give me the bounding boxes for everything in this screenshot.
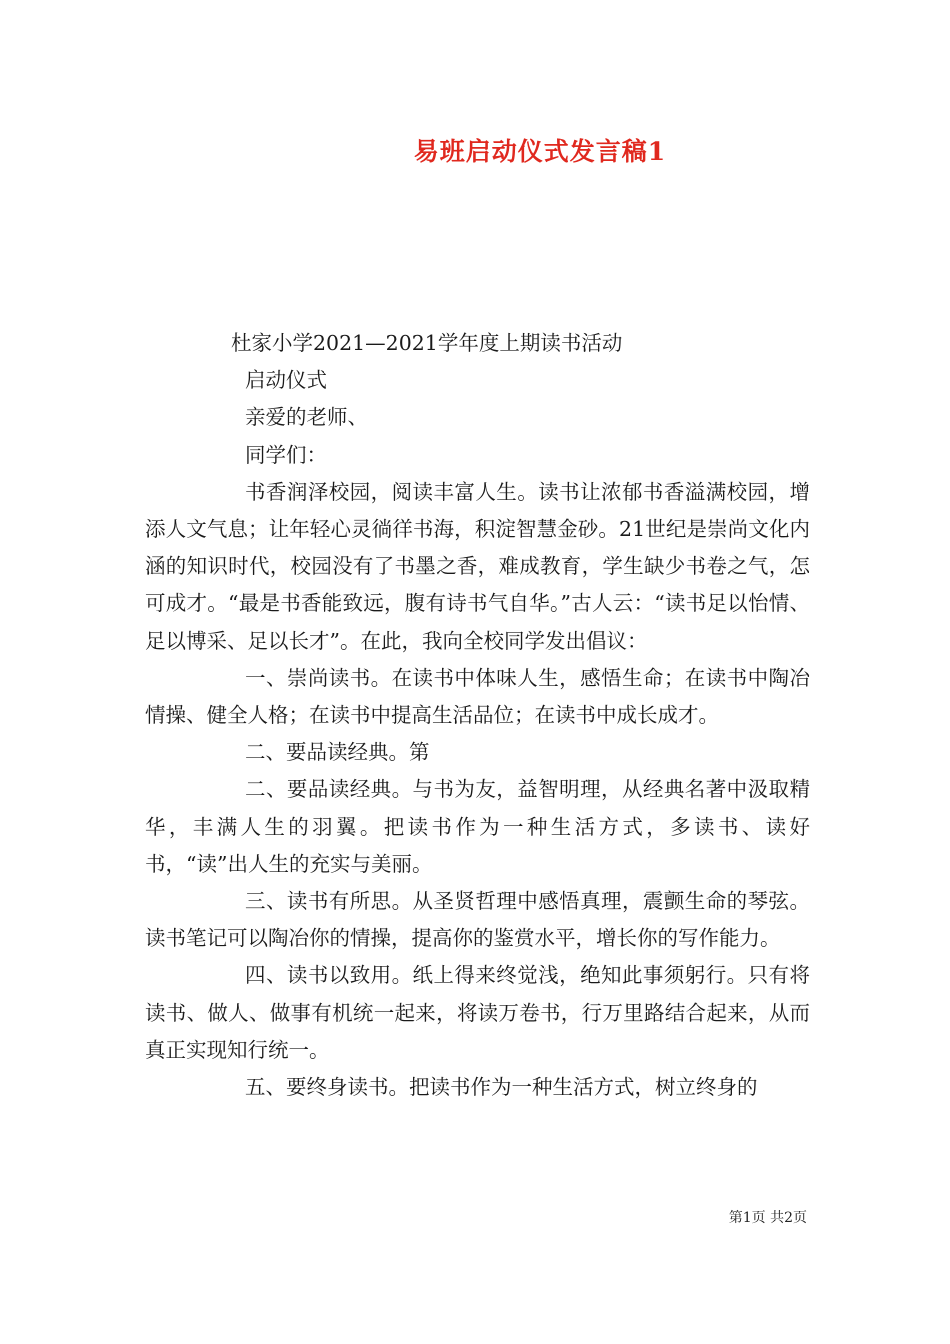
document-body bbox=[145, 325, 810, 1106]
paragraph-point-1: 一、崇尚读书。在读书中体味人生，感悟生命；在读书中陶冶情操、健全人格；在读书中提高生活品位；在读书中成长成才。 bbox=[145, 665, 810, 728]
paragraph-point-2-fragment: 二、要品读经典。第 bbox=[245, 740, 430, 765]
salutation-teachers: 亲爱的老师、 bbox=[245, 405, 368, 430]
school-activity-heading: 杜家小学2021—2021学年度上期读书活动 bbox=[231, 331, 623, 355]
ceremony-heading: 启动仪式 bbox=[245, 368, 327, 393]
salutation-students: 同学们： bbox=[245, 442, 327, 467]
paragraph-point-2: 二、要品读经典。与书为友，益智明理，从经典名著中汲取精华，丰满人生的羽翼。把读书作为一种生活方式，多读书、读好书，“读”出人生的充实与美丽。 bbox=[145, 777, 810, 876]
page-number-footer: 第1页 共2页 bbox=[728, 1210, 807, 1226]
paragraph-point-5: 五、要终身读书。把读书作为一种生活方式，树立终身的 bbox=[245, 1075, 758, 1100]
document-title: 易班启动仪式发言稿1 bbox=[413, 137, 667, 166]
paragraph-intro: 书香润泽校园，阅读丰富人生。读书让浓郁书香溢满校园，增添人文气息；让年轻心灵徜徉书海，积淀智慧金砂。21世纪是崇尚文化内涵的知识时代，校园没有了书墨之香，难成教育，学生缺少书卷之气，怎可成才。“最是书香能致远，腹有诗书气自华。”古人云：“读书足以怡情、足以博采、足以长才”。在此，我向全校同学发出倡议： bbox=[145, 479, 810, 653]
paragraph-point-3: 三、读书有所思。从圣贤哲理中感悟真理，震颤生命的琴弦。读书笔记可以陶冶你的情操，提高你的鉴赏水平，增长你的写作能力。 bbox=[145, 889, 810, 951]
paragraph-point-4: 四、读书以致用。纸上得来终觉浅，绝知此事须躬行。只有将读书、做人、做事有机统一起来，将读万卷书，行万里路结合起来，从而真正实现知行统一。 bbox=[145, 963, 810, 1062]
